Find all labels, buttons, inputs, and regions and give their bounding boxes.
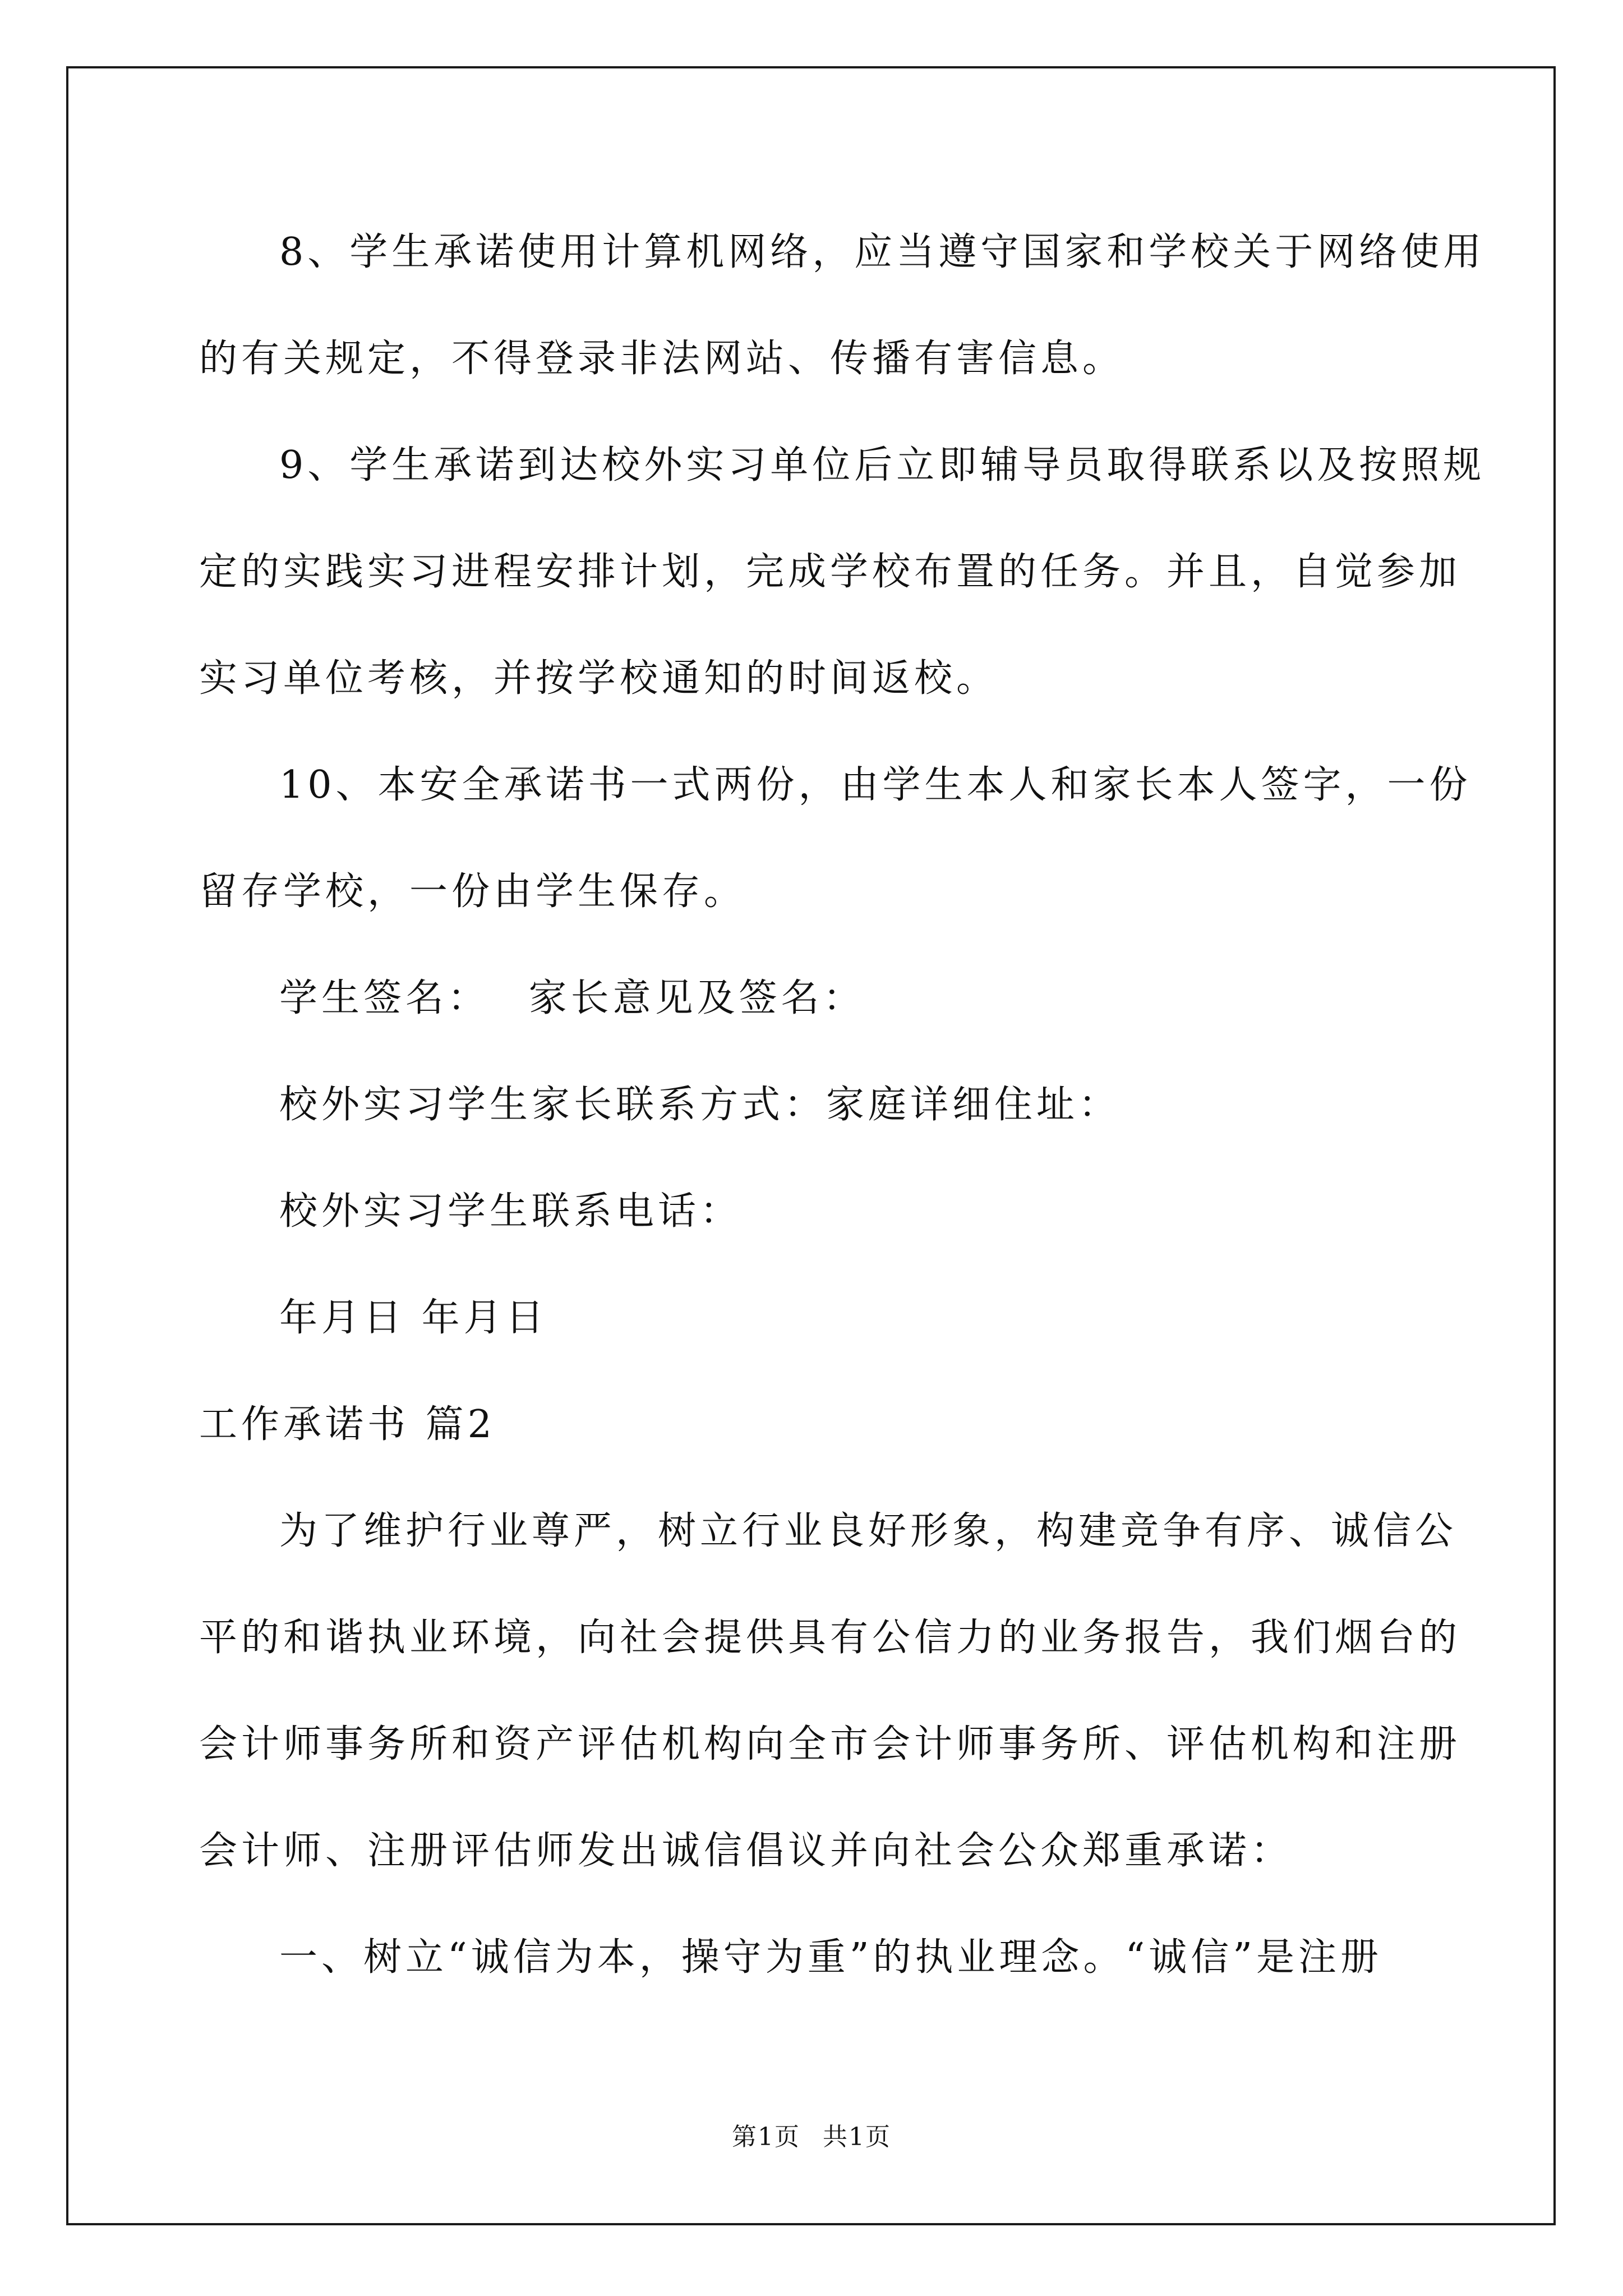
paragraph-9-line-3: 实习单位考核，并按学校通知的时间返校。 xyxy=(199,656,999,701)
date-line: 年月日 年月日 xyxy=(279,1296,548,1340)
paragraph-9-line-2: 定的实践实习进程安排计划，完成学校布置的任务。并且，自觉参加 xyxy=(199,550,1461,594)
signature-line: 学生签名： 家长意见及签名： xyxy=(279,976,865,1020)
student-phone-line: 校外实习学生联系电话： xyxy=(279,1189,743,1234)
section-paragraph-line-3: 会计师事务所和资产评估机构向全市会计师事务所、评估机构和注册 xyxy=(199,1722,1461,1766)
section-paragraph-line-1: 为了维护行业尊严，树立行业良好形象，构建竞争有序、诚信公 xyxy=(279,1509,1458,1553)
paragraph-8-line-1: 8、学生承诺使用计算机网络，应当遵守国家和学校关于网络使用 xyxy=(279,230,1486,274)
paragraph-8-line-2: 的有关规定，不得登录非法网站、传播有害信息。 xyxy=(199,337,1125,381)
item-one-line: 一、树立“诚信为本，操守为重”的执业理念。“诚信”是注册 xyxy=(279,1935,1383,1980)
section-paragraph-line-4: 会计师、注册评估师发出诚信倡议并向社会公众郑重承诺： xyxy=(199,1829,1293,1873)
parent-contact-line: 校外实习学生家长联系方式：家庭详细住址： xyxy=(279,1083,1121,1127)
section-heading: 工作承诺书 篇2 xyxy=(199,1402,496,1447)
paragraph-10-line-2: 留存学校，一份由学生保存。 xyxy=(199,869,746,914)
page-border xyxy=(66,66,1556,2225)
section-paragraph-line-2: 平的和谐执业环境，向社会提供具有公信力的业务报告，我们烟台的 xyxy=(199,1616,1461,1660)
paragraph-10-line-1: 10、本安全承诺书一式两份，由学生本人和家长本人签字，一份 xyxy=(279,763,1472,807)
page-number-label: 第1页 xyxy=(732,2123,800,2151)
page-footer xyxy=(0,2120,1623,2154)
paragraph-9-line-1: 9、学生承诺到达校外实习单位后立即辅导员取得联系以及按照规 xyxy=(279,443,1486,487)
total-pages-label: 共1页 xyxy=(823,2123,891,2151)
